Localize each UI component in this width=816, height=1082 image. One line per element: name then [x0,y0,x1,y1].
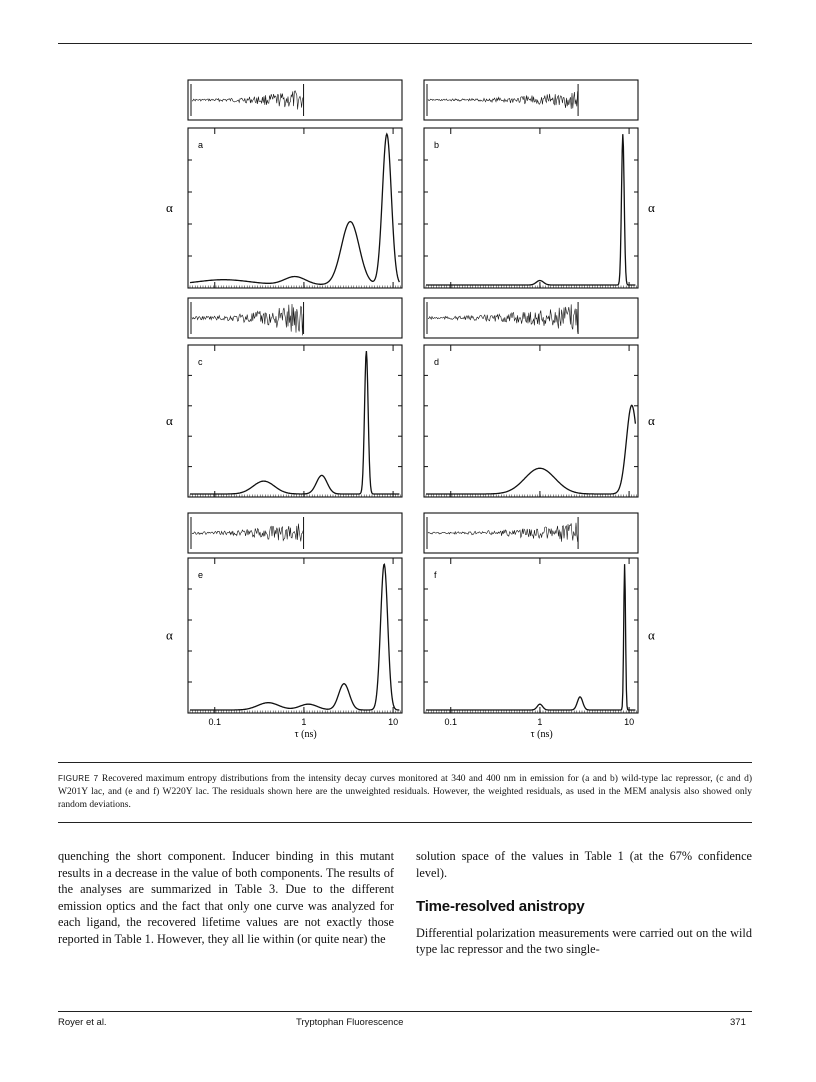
y-axis-label: α [648,627,655,643]
footer-authors: Royer et al. [58,1017,107,1028]
x-tick-label: 1 [537,717,543,727]
panel-label: e [198,570,204,580]
body-paragraph: solution space of the values in Table 1 (at the 67% confidence level). [416,849,752,880]
distribution-frame [188,558,402,713]
body-paragraph: quenching the short component. Inducer binding in this mutant results in a decrease in the value of both components. The results of the analyses are summarized in Table 3. Due to the different emission optics and the fact that only one curve was analyzed for each ligand, the recovered lifetime values are not exactly those reported in Table 1. However, they all lie within (or quite near) the [58,849,394,946]
residual-trace [192,304,303,335]
x-tick-label: 0.1 [444,717,458,727]
distribution-curve [190,351,399,494]
body-paragraph: Differential polarization measurements were carried out on the wild type lac repressor and the two single- [416,925,752,957]
panel-label: f [434,570,437,580]
distribution-curve [426,405,635,494]
y-axis-label: α [166,627,173,643]
section-heading: Time-resolved anistropy [416,898,585,916]
caption-top-rule [58,762,752,763]
x-tick-label: 10 [388,717,399,727]
caption-bottom-rule [58,822,752,823]
x-axis-label: τ (ns) [294,729,317,740]
distribution-curve [190,134,399,284]
y-axis-label: α [648,413,655,428]
distribution-curve [426,134,635,285]
panel-label: d [434,357,440,367]
x-tick-label: 0.1 [208,717,222,727]
x-axis-label: τ (ns) [530,729,553,740]
y-axis-label: α [648,200,655,215]
body-column-right [416,848,752,958]
panel-label: a [198,140,204,150]
page-number: 371 [730,1017,746,1028]
distribution-frame [424,128,638,288]
residual-trace [192,524,303,542]
y-axis-label: α [166,200,173,215]
body-column-left [58,848,394,948]
x-tick-label: 10 [624,717,635,727]
residual-trace [428,91,578,109]
panel-label: b [434,140,440,150]
y-axis-label: α [166,413,173,428]
distribution-frame [188,128,402,288]
residual-trace [428,523,578,542]
distribution-frame [424,345,638,497]
x-tick-label: 1 [301,717,307,727]
residual-trace [428,304,578,332]
footer-running-title: Tryptophan Fluorescence [296,1017,404,1028]
distribution-curve [190,564,399,710]
figure-caption [58,772,752,812]
figure-caption-text: Recovered maximum entropy distributions from the intensity decay curves monitored at 340 and 400 nm in emission for (a and b) wild-type lac repressor, (c and d) W201Y lac, and (e and f) W220Y lac. The residuals shown here are the unweighted residuals. However, the weighted residuals, as used in the MEM analysis also showed only random deviations. [58,774,753,810]
residual-trace [192,91,303,110]
figure-caption-label: FIGURE 7 [58,774,99,783]
distribution-curve [426,564,635,710]
footer-rule [58,1011,752,1012]
panel-label: c [198,357,203,367]
distribution-frame [424,558,638,713]
